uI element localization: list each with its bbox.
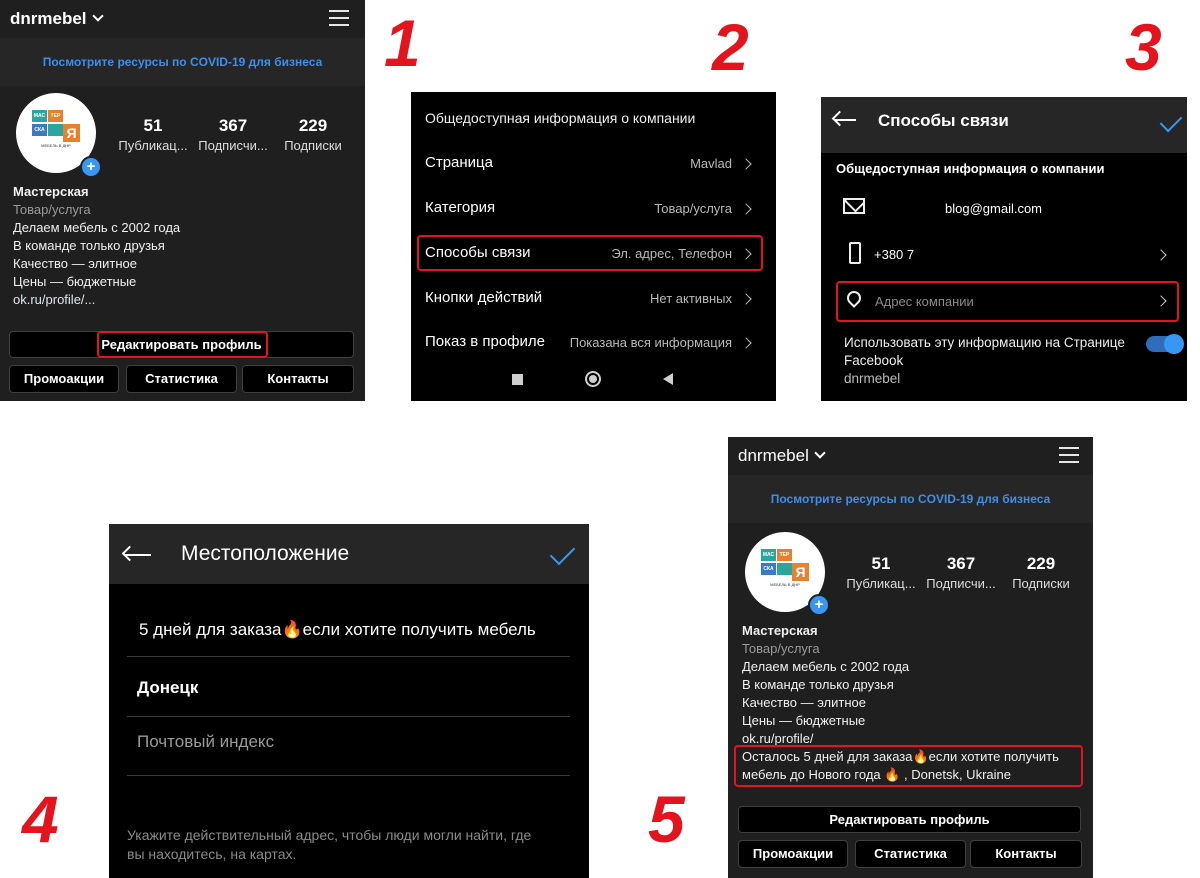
business-info-screen — [411, 92, 776, 401]
section-header: Общедоступная информация о компании — [836, 161, 1105, 176]
street-address-input[interactable]: 5 дней для заказа🔥если хотите получить мебель — [139, 620, 536, 639]
username-label: dnrmebel — [10, 9, 87, 28]
chevron-right-icon[interactable] — [1155, 249, 1166, 260]
chevron-right-icon — [740, 293, 751, 304]
step-number-2: 2 — [712, 10, 749, 84]
username-dropdown[interactable] — [10, 9, 102, 29]
contacts-button[interactable]: Контакты — [970, 840, 1082, 868]
profile-bio: Мастерская Товар/услуга Делаем мебель с 2002 года В команде только друзья Качество — элитное Цены — бюджетные ok.ru/profile/... — [13, 184, 181, 307]
menu-row-action-buttons[interactable]: Кнопки действий Нет активных — [411, 276, 776, 320]
promotions-button[interactable]: Промоакции — [9, 365, 119, 393]
contact-options-header — [821, 97, 1187, 153]
location-screen — [109, 524, 589, 878]
phone-field[interactable]: +380 7 — [874, 247, 915, 262]
chevron-down-icon — [814, 447, 825, 458]
menu-row-category[interactable]: Категория Товар/услуга — [411, 186, 776, 230]
confirm-check-icon[interactable] — [1160, 110, 1183, 133]
chevron-right-icon — [740, 203, 751, 214]
highlight-box — [97, 331, 268, 358]
step-number-1: 1 — [384, 6, 421, 80]
chevron-down-icon — [92, 10, 103, 21]
contact-options-screen — [821, 97, 1187, 401]
profile-name: Мастерская — [13, 184, 89, 199]
screen-title: Местоположение — [181, 542, 350, 565]
logo-image: МАС ТЕР СКА Я МЕБЕЛЬ В ДНР — [32, 110, 80, 150]
highlight-box — [734, 745, 1083, 787]
menu-icon[interactable] — [1059, 447, 1079, 463]
location-header — [109, 524, 589, 584]
profile-link[interactable]: ok.ru/profile/ — [742, 731, 814, 746]
stat-posts[interactable]: 51 Публикац... — [118, 116, 188, 153]
address-input[interactable]: Адрес компании — [875, 294, 974, 309]
stat-following[interactable]: 229 Подписки — [1012, 554, 1070, 591]
highlight-box — [417, 235, 763, 271]
profile-location-line-2[interactable]: мебель до Нового года 🔥 , Donetsk, Ukraine — [742, 767, 1011, 782]
profile-location-line-1[interactable]: Осталось 5 дней для заказа🔥если хотите получить — [742, 749, 1059, 764]
location-hint: Укажите действительный адрес, чтобы люди могли найти, где вы находитесь, на картах. — [127, 827, 532, 862]
divider — [127, 656, 570, 657]
logo-image: МАС ТЕР СКА Я МЕБЕЛЬ В ДНР — [761, 549, 809, 589]
home-nav-icon[interactable] — [585, 371, 601, 387]
insights-button[interactable]: Статистика — [855, 840, 966, 868]
promotions-button[interactable]: Промоакции — [738, 840, 848, 868]
profile-link[interactable]: ok.ru/profile/... — [13, 292, 96, 307]
facebook-sync-label: Использовать эту информацию на Странице Facebook dnrmebel — [844, 335, 1125, 386]
profile-header — [0, 0, 365, 38]
confirm-check-icon[interactable] — [550, 540, 575, 565]
profile-category: Товар/услуга — [13, 202, 91, 217]
section-header: Общедоступная информация о компании — [425, 110, 696, 126]
insights-button[interactable]: Статистика — [126, 365, 237, 393]
menu-row-page[interactable]: Страница Mavlad — [411, 141, 776, 185]
stat-following[interactable]: 229 Подписки — [284, 116, 342, 153]
menu-row-profile-display[interactable]: Показ в профиле Показана вся информация — [411, 320, 776, 364]
back-arrow-icon[interactable] — [834, 119, 856, 121]
screen-title: Способы связи — [878, 111, 1009, 130]
profile-screen-1 — [0, 0, 365, 401]
phone-icon — [849, 242, 861, 264]
covid-banner-link[interactable]: Посмотрите ресурсы по COVID-19 для бизнеса — [728, 475, 1093, 523]
back-nav-icon[interactable] — [663, 373, 673, 385]
menu-icon[interactable] — [329, 10, 349, 26]
username-label: dnrmebel — [738, 446, 809, 465]
covid-banner-link[interactable]: Посмотрите ресурсы по COVID-19 для бизнеса — [0, 38, 365, 86]
divider — [127, 716, 570, 717]
profile-bio: Мастерская Товар/услуга Делаем мебель с 2002 года В команде только друзья Качество — элитное Цены — бюджетные ok.ru/profile/ Осталось 5 дней для заказа🔥если хотите получить мебель до Нового года 🔥 , Donetsk, Ukraine — [742, 623, 1059, 782]
recents-nav-icon[interactable] — [512, 374, 523, 385]
stat-followers[interactable]: 367 Подписчи... — [198, 116, 268, 153]
username-dropdown[interactable] — [738, 446, 824, 466]
edit-profile-button[interactable]: Редактировать профиль — [9, 331, 354, 358]
profile-name: Мастерская — [742, 623, 818, 638]
email-field[interactable]: blog@gmail.com — [945, 201, 1043, 216]
contacts-button[interactable]: Контакты — [242, 365, 354, 393]
menu-row-contact-options[interactable]: Способы связи Эл. адрес, Телефон — [411, 231, 776, 275]
chevron-right-icon — [740, 337, 751, 348]
back-arrow-icon[interactable] — [124, 554, 151, 556]
zip-code-input[interactable]: Почтовый индекс — [137, 732, 275, 751]
step-number-3: 3 — [1125, 10, 1162, 84]
profile-header — [728, 437, 1093, 475]
edit-profile-button[interactable]: Редактировать профиль — [738, 806, 1081, 833]
mail-icon — [843, 198, 865, 214]
city-input[interactable]: Донецк — [137, 678, 199, 697]
step-number-4: 4 — [22, 782, 59, 856]
divider — [127, 775, 570, 776]
profile-screen-5 — [728, 437, 1093, 878]
facebook-sync-toggle[interactable] — [1146, 336, 1182, 352]
chevron-right-icon — [740, 158, 751, 169]
stat-followers[interactable]: 367 Подписчи... — [926, 554, 996, 591]
step-number-5: 5 — [648, 782, 685, 856]
stat-posts[interactable]: 51 Публикац... — [846, 554, 916, 591]
add-story-plus-icon[interactable]: + — [808, 594, 830, 616]
add-story-plus-icon[interactable]: + — [80, 156, 102, 178]
profile-category: Товар/услуга — [742, 641, 820, 656]
